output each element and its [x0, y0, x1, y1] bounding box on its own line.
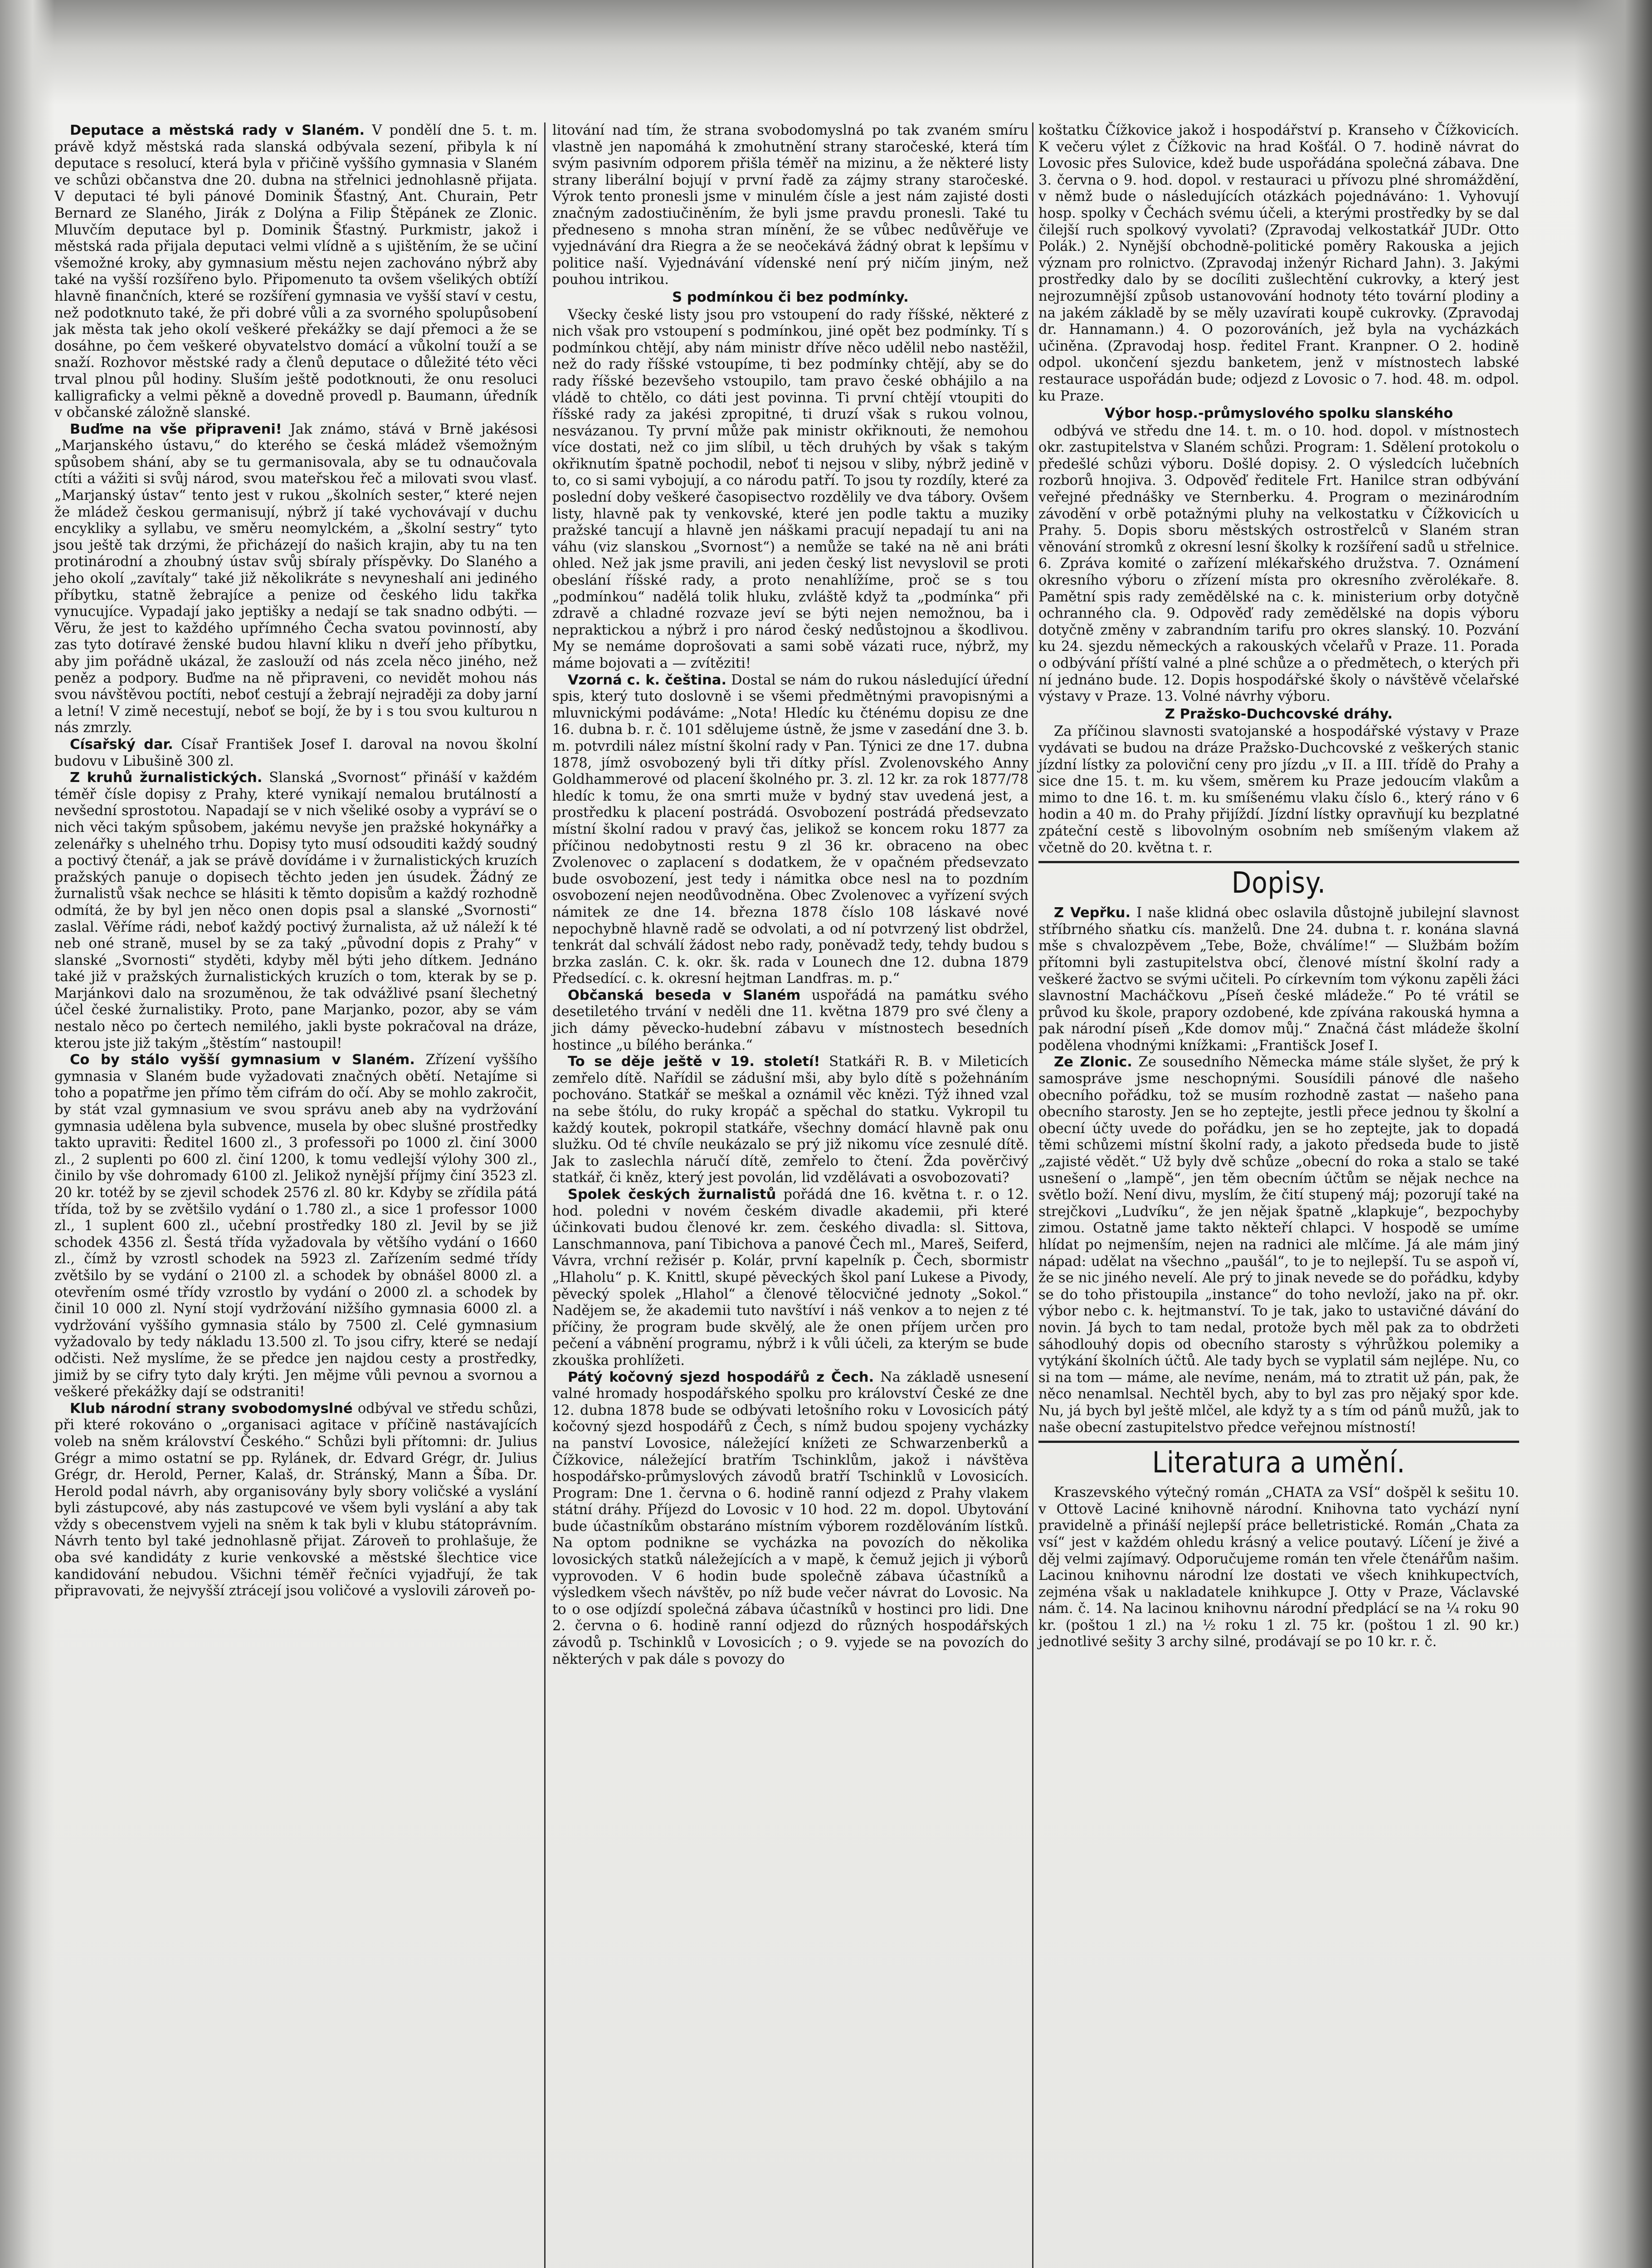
article-text: Císař František Josef I. daroval na novou školní budovu v Libušině 300 zl.: [54, 736, 538, 769]
article-text: Na základě usnesení valné hromady hospodářského spolku pro království České ze dne 12. dubna 1878 bude se odbývati letošního roku v Lovosicích pátý kočovný sjezd hospodářů z Čech, s nímž budou spojeny vycházky na panství Lovosice, náležející knížeti ze Schwarzenberků a Čížkovice, náležející bratřím Tschinklům, jakož i návštěva hospodářsko-průmyslových závodů bratří Tschinklů v Lovosicích. Program: Dne 1. června o 6. hodině ranní odjezd z Prahy vlakem státní dráhy. Příjezd do Lovosic v 10 hod. 22 m. dopol. Ubytování bude účastníkům obstaráno místním výborem rozdělováním lístků. Na optom podnikne se vycházka na povozích do několika lovosických statků náležejících a v mapě, k čemuž jejich ji výborů vyprovoden. V 6 hodin bude společně zábava účastníků a výsledkem všech návštěv, po níž bude večer návrat do Lovosic. Na to o ose odjízdí společná zábava účastníků v hostinci pro lidi. Dne 2. června o 6. hodině ranní odjezd do různých hospodářských závodů p. Tschinklů v Lovosicích ; o 9. vyjede se na povozích do některých v pak dále s povozy do: [552, 1369, 1028, 1667]
article-gymnasium: [54, 1052, 537, 1400]
column-2: [552, 122, 1028, 1668]
headline: Spolek českých žurnalistů: [568, 1187, 776, 1202]
column-1: [54, 122, 537, 1600]
article-text: odbýval ve středu schůzi, při které rokováno o „organisaci agitace v příčině nastávajících voleb na sněm království Českého.“ Schůzi byli přítomni: dr. Julius Grégr a mimo ostatní se pp. Rylánek, dr. Edvard Grégr, dr. Julius Grégr, dr. Herold, Perner, Kalaš, dr. Stránský, Mann a Šíba. Dr. Herold podal návrh, aby organisovány byly sbory voličské a vyslání byli zástupcové, aby nás zastupcové ve všem byli vyslání a aby tak vždy s obecenstvem vyjeli na sněm k tak byli v klubu státoprávním. Návrh tento byl také jednohlasně přijat. Zároveň to prohlašuje, že oba své kandidáty z kurie venkovské a městské šlechtice vice kandidování nebudou. Všichni téměř řečníci vyjadřují, že tak připravovati, že nejvyšší ztrácejí jsou voličové a vyslovili zároveň po-: [54, 1400, 538, 1599]
letter-zlonice: [1038, 1054, 1519, 1436]
article-vybor: odbývá ve středu dne 14. t. m. o 10. hod. dopol. v místnostech okr. zastupitelstva v Slaném schůzi. Program: 1. Sdělení protokolu o předešlé schůzi výboru. Došlé dopisy. 2. O výsledcích lučebních rozborů hnojiva. 3. Odpověď ředitele Frt. Hanilce stran odbývání veřejné přednášky ve Sternberku. 4. Program o mezinárodním závodění v orbě potažnými pluhy na velkostatku v Čížkovicích u Prahy. 5. Dopis sboru městských ostrostřelců v Slaném stran věnování stromků z okresní lesní školky k rozšíření sadů u střelnice. 6. Zpráva komité o zařízení mlékařského družstva. 7. Oznámení okresního výboru o zřízení místa pro okresního zvěrolékaře. 8. Pamětní spis rady zemědělské na c. k. ministerium orby dotyčně ochranného cla. 9. Odpověď rady zemědělské na dopis výboru dotyčně změny v zabrandním tarifu pro okres slanský. 10. Pozvání ku 24. sjezdu německých a rakouských včelařů v Praze. 11. Porada o odbývání příští valné a plné schůze a o předmětech, o kterých při ní jednáno bude. 12. Dopis hospodářské školy o návštěvě včelařské výstavy v Praze. 13. Volné návrhy výboru.: [1038, 423, 1519, 705]
scan-shadow-right: [1575, 0, 1652, 2268]
article-text: uspořádá na památku svého desetiletého trvání v neděli dne 11. května 1879 pro své členy a jich dámy pěvecko-hudební zábavu v místnostech besedních hostince „u bílého beránka.“: [552, 987, 1028, 1053]
article-klub: [54, 1401, 537, 1600]
article-deputace: [54, 122, 537, 421]
article-text: Dostal se nám do rukou následující úřední spis, který tuto doslovně i se všemi předmětnými pravopisnými a mluvnickými podáváme: „Nota! Hledíc ku čténému dopisu ze dne 16. dubna b. r. č. 101 sdělujeme ústně, že jsme v zasedání dne 3. b. m. potvrdili nález místní školní rady v Pan. Týnici ze dne 17. dubna 1878, jímž osvobozený byli tři dítky přísl. Zvolenovského Anny Goldhammerové od placení školného pr. 3. zl. 12 kr. za rok 1877/78 hledíc k tomu, že ona smrti muže v bydný stav uvedená jest, a prostředku k placení postrádá. Osvobození postrádá předsevzato místní školní radou v pravý čas, jelikož se koncem roku 1877 za příčinou nedobytnosti restu 9 zl 36 kr. obraceno na obec Zvolenovec o zaplacení s dodatkem, že v opačném předsevzato bude osvobození, jest tedy i námitka obce nesl na to pozdním osvobození nejen neodůvodněna. Obec Zvolenovec a vyřízení svých námitek ze dne 14. března 1878 číslo 108 láskavé nové nepochybně hlavně radě se odvolati, a od ní potvrzený list obdržel, tenkrát dal schválí žádost nebo rady, poněvadž tedy, tehdy budou s brzka zaslán. C. k. okr. šk. rada v Lounech dne 12. dubna 1879 Předsedící. c. k. okresní hejtman Landfras. m. p.“: [552, 672, 1029, 987]
headline: Císařský dar.: [70, 736, 173, 753]
article-pripraveni: [54, 421, 537, 737]
scan-shadow-top: [0, 0, 1652, 104]
section-divider: [1038, 861, 1519, 863]
subheading-podminka: S podmínkou či bez podmínky.: [672, 289, 909, 305]
article-literatura: Kraszevského výtečný román „CHATA za VSÍ“ došpěl k sešitu 10. v Ottově Laciné knihovně národní. Knihovna tato vychází nyní pravidelně a přináší nejlepší práce belletristické. Román „Chata za vsí“ jest v každém ohledu krásný a velice poutavý. Líčení je živé a děj velmi zajímavý. Odporučujeme román ten vřele čtenářům našim. Lacinou knihovnu národní lze dostati ve všech knihkupectvích, zejména však u nakladatele knihkupce J. Otty v Praze, Václavské nám. č. 14. Na lacinou knihovnu národní předplácí se na ¼ roku 90 kr. (poštou 1 zl.) na ½ roku 1 zl. 75 kr. (poštou 1 zl. 90 kr.) jednotlivé sešity 3 archy silné, prodávají se po 10 kr. r. č.: [1038, 1485, 1519, 1650]
article-text: V pondělí dne 5. t. m. právě když městská rada slanská odbývala sezení, přibyla k ní deputace s resolucí, která byla v přičině vyššího gymnasia v Slaném ve schůzi občanstva dne 20. dubna na střelnici jednohlasně přijata. V deputaci té byli pánové Dominik Šťastný, Ant. Churain, Petr Bernard ze Slaného, Jirák z Dolýna a Filip Štěpánek ze Zlonic. Mluvčím deputace byl p. Dominik Šťastný. Purkmistr, jakož i městská rada přijala deputaci velmi vlídně a s ujištěním, že se učiní všemožné kroky, aby gymnasium městu nejen zachováno nýbrž aby také na vyšší rozšířeno bylo. Připomenuto ta ovšem všelikých obtíží hlavně finančních, které se rozšíření gymnasia ve vyšší staví v cestu, než podotknuto také, že při dobré vůli a za svorného spolupůsobení jak města tak jeho okolí veškeré překážky se dají přemoci a že se dosáhne, po čem veškeré obyvatelstvo domácí a vůkolní touží a se snaží. Rozhovor městské rady a členů deputace o důležité této věci trval plnou půl hodiny. Sluším ještě podotknouti, že onu resoluci kalligraficky a velmi pěkně a dovedně provedl p. Baumann, úředník v občanské záložně slanské.: [54, 122, 537, 421]
headline: Buďme na vše připraveni!: [70, 421, 282, 437]
article-drahy: Za příčinou slavnosti svatojanské a hospodářské výstavy v Praze vydávati se budou na dráze Pražsko-Duchcovské z veškerých stanic jízdní lístky za poloviční ceny pro jízdu „v II. a III. třídě do Prahy a sice dne 15. t. m. ku všem, směrem ku Praze jedoucím vlakům a mimo to dne 16. t. m. ku smíšenému vlaku číslo 6., který ráno v 6 hodin a 40 m. do Prahy přijíždí. Jízdní lístky opravňují ku bezplatné zpáteční cestě s libovolným osobním neb smíšeným vlakem až včetně do 20. května t. r.: [1038, 723, 1519, 856]
section-heading-dopisy: Dopisy.: [1232, 866, 1326, 900]
article-text: Zřízení vyššího gymnasia v Slaném bude vyžadovati značných obětí. Netajíme si toho a popatřme jen přímo těm cifrám do očí. Aby se mohlo zakročit, by stát vzal gymnasium ve svou správu aneb aby na vydržování gymnasia udělena byla subvence, musela by obec slušné prostředky takto upraviti: Ředitel 1600 zl., 3 professoři po 1000 zl. činí 3000 zl., 2 suplenti po 600 zl. činí 1200, k tomu vedlejší výlohy 300 zl., činilo by vše dohromady 6100 zl. Jelikož nynější příjmy činí 3523 zl. 20 kr. totéž by se zjevil schodek 2576 zl. 80 kr. Kdyby se zřídila pátá třída, tož by se zvětšilo vydání o 1.780 zl., a sice 1 professor 1000 zl., 1 suplent 600 zl., učební prostředky 180 zl. Jevil by se již schodek 4356 zl. Šestá třída vyžadovala by většího vydání o 1660 zl., čímž by vzrostl schodek na 5923 zl. Zařízením sedmé třídy zvětšilo by se vydání o 2100 zl. a schodek by obnášel 8000 zl. a otevřením osmé třídy vzrostlo by vydání o 2000 zl. a schodek by činil 10 000 zl. Nyní stojí vydržování nižšího gymnasia 6000 zl. a vydržování vyššího gymnasia stálo by 7500 zl. Celé gymnasium vyžadovalo by tedy nákladu 13.500 zl. To jsou cifry, které se nedají odčisti. Než myslíme, že se předce jen najdou cesty a prostředky, jimiž by se cifry tyto daly krýti. Jen mějme vůli pevnou a svornou a veškeré překážky dají se odstraniti!: [54, 1052, 538, 1400]
headline: Co by stálo vyšší gymnasium v Slaném.: [70, 1052, 415, 1068]
subheading-drahy: Z Pražsko-Duchcovské dráhy.: [1165, 706, 1393, 722]
article-text: Jak známo, stává v Brně jakésosi „Marjanského ústavu,“ do kterého se česká mládež všemožným spůsobem shání, aby se tu germanisovala, aby se tu odnaučovala ctíti a vážiti si svůj národ, svou mateřskou řeč a milovati svou vlasť. „Marjanský ústav“ tento jest v rukou „školních sester,“ které nejen že mládež českou germanisují, nýbrž jí také vychovávají v duchu encykliky a syllabu, ve směru neomylckém, a „školní sestry“ tyto jsou ještě tak drzými, že přicházejí do našich krajin, aby tu na ten protinárodní a zhoubný ústav svůj sbíraly příspěvky. Do Slaného a jeho okolí „zavítaly“ také již několikráte s nevyneshalí ani jediného příbytku, statně žebrajíce a penize od českého lidu takřka vynucujíce. Vypadají jako jeptišky a nedají se tak snadno odbýti. — Věru, že jest to každého upřímného Čecha svatou povinností, aby zas tyto dotíravé ženské budou hlavní kliku n dveří jeho příbytku, aby jim pořádně ukázal, že zaslouží od nás zcela něco jiného, než peněz a podpory. Buďme na ně připraveni, co nevidět mohou nás svou návštěvou poctíti, neboť cestují a žebrají nejraději za doby jarní a letní! V zimě necestují, neboť se bojí, že by i s tou svou kulturou n nás zmrzly.: [54, 421, 537, 736]
headline: Občanská beseda v Slaném: [568, 987, 801, 1003]
headline: Deputace a městská rady v Slaném.: [70, 122, 365, 138]
article-text: Ze sousedního Německa máme stále slyšet, že prý k samospráve jsme neschopnými. Sousídili pánové dle našeho obecního pořádku, tož se musím rozhodně zastat — našeho pana obecního starosty. Jen se ho zeptejte, jestli přece jednou ty školní a obecní účty uvede do pořádku, jen se ho zeptejte, jak to dopadá těmi schůzemi místní školní rady, a jakoto předseda bude to jistě „zajisté vědět.“ Už byly dvě schůze „obecní do roka a stalo se také usnešení o „lampě“, jen těm obecním účtům se nějak nechce na světlo boží. Není divu, myslím, že čití stupený máj; pozorují také na strejčkovi „Ludvíku“, že jen nějak špatně „klapkuje“, bezpochyby zimou. Ostatně jame takto někteří chlapci. V hospodě se umíme hlídat po nejmenším, nejen na radnici ale mlčíme. Já ale mám jiný nápad: udělat na všechno „paušál“, to je to nejlepší. Tu se aspoň ví, že se nic jiného nevelí. Ale prý to jinak nevede se do pořádku, kdyby se do toho přistoupila „instance“ do toho nevloží, jako na př. okr. výbor nebo c. k. hejtmanství. To je tak, jako to ustavičné dávání do novin. Já bych to tam nedal, protože bych měl pak za to obdržeti sáhodlouhý dopis od obecního starosty s výhrůžkou polemiky a vytýkání školních účtů. Ale tady bych se vyplatil sám nejlépe. Nu, co si na tom — máme, ale nevíme, nenám, má to ztratit už pán, pak, že něco nenamlsal. Nechtěl bych, aby to byl zas pro nějaký spor kde. Nu, já bych byl ještě mlčel, ale když ty a s tím od pánů mužů, jak to naše obecní zastupitelstvo předce veřejnou místností!: [1038, 1054, 1519, 1436]
article-beseda: [552, 987, 1028, 1054]
column-rule-1: [544, 122, 546, 2268]
headline: Z kruhů žurnalistických.: [70, 770, 263, 786]
column-rule-2: [1032, 122, 1033, 2268]
article-cestina: [552, 672, 1028, 987]
headline: Vzorná c. k. čeština.: [568, 672, 727, 688]
article-text: Slanská „Svornost“ přináší v každém téměř čísle dopisy z Prahy, které vynikají nemalou brutálností a nevšední sprostotou. Napadají se v nich všeliké osoby a vypráví se o nich věci takým spůsobem, jakému nevyše jen pražské hokynářky a zelenářky s uhelného trhu. Dopisy tyto musí odsouditi každý soudný a poctivý čtenář, a jak se právě dovídáme i v žurnalistických kruzích pražských panuje o dopisech těchto jeden jen úsudek. Žádný ze žurnalistů však nechce se hlásiti k těmto dopisům a každý rozhodně odmítá, že by byl jen něco onen dopis psal a slanské „Svornosti“ zaslal. Věříme rádi, neboť každý poctivý žurnalista, až už náleží k té neb oné straně, musel by se za taký „původní dopis z Prahy“ v slanské „Svornosti“ styděti, kdyby měl býti jeho dítkem. Jednáno také již v pražských žurnalistických kruzích o tom, kterak by se p. Marjánkovi dalo na srozuměnou, že tak odvážlivé psaní šlechetný účel české žurnalistiky. Proto, pane Marjanko, pozor, aby se vám nestalo něco po čertech nemilého, jakli byste pokračoval na dráze, kterou jste již takým „štěstím“ nastoupil!: [54, 770, 537, 1051]
article-text: I naše klidná obec oslavila důstojně jubilejní slavnost stříbrného sňatku cís. manželů. Dne 24. dubna t. r. konána slavná mše s chvalozpěvem „Tebe, Bože, chválíme!“ — Službám božím přítomni byli zastupitelstva obcí, členové místní školní rady a veškeré žactvo se svými učiteli. Po církevním tom výkonu zapěli žáci slavnostní Macháčkovu „Píseň české mládeže.“ Po té vrátil se průvod ku škole, prapory ozdobené, kde zpívána rakouská hymna a pak národní píseň „Kde domov můj.“ Značná část mládeže školní podělena vhodnými knížkami: „Františck Josef I.: [1038, 905, 1519, 1054]
scan-shadow-left: [0, 0, 54, 2268]
column-3: [1038, 122, 1519, 1651]
headline: Klub národní strany svobodomyslné: [70, 1400, 353, 1417]
article-spolek-zurnalistu: [552, 1187, 1028, 1369]
headline: Z Vepřku.: [1054, 905, 1131, 921]
article-text: pořádá dne 16. května t. r. o 12. hod. poledni v novém českém divadle akademii, při které účinkovati budou členové kr. zem. českého divadla: sl. Sittova, Lanschmannova, paní Tibichova a panové Čech ml., Mareš, Seiferd, Vávra, vrchní režisér p. Kolár, první kapelník p. Čech, sbormistr „Hlaholu“ p. K. Knittl, skupé pěveckých škol paní Lukese a Pivody, pěvecký spolek „Hlahol“ a členové tělocvičné jednoty „Sokol.“ Nadějem se, že akademii tuto navštíví i náš venkov a to nejen z té příčiny, že program bude skvělý, ale že onen příjem určen pro pečení a vábnění programu, nýbrž i k vůli účeli, za kterým se bude zkouška prohlížeti.: [552, 1187, 1028, 1369]
article-podminka: Všecky české listy jsou pro vstoupení do rady říšské, některé z nich však pro vstoupení s podmínkou, jiné opět bez podmínky. Tí s podmínkou chtějí, aby nám ministr dříve něco udělil nebo nastěžil, než do rady říšské vstoupíme, ti bez podmínky chtějí, aby se do rady říšské bezevšeho vstoupilo, tam pravo české obhájilo a na vládě to chtělo, co dáti jest povinna. Ti první chtějí vtoupiti do říšské rady za jakési zpropitné, ti druzí však s rukou volnou, nesvázanou. Ty první může pak ministr okřiknouti, že nemohou více dostati, než co jim slíbil, u těch druhých by však s takým okřiknutím špatně pochodil, neboť ti nejsou v sliby, nýbrž jedině v to, co si sami vybojují, a co národu patří. To jsou ty rozdíly, které za poslední doby veškeré časopisectvo rozdělily ve dva tábory. Ovšem listy, hlavně pak ty venkovské, které jen podle taktu a muziky pražské tancují a hlavně jen náškami pracují nepadají tu ani na váhu (viz slanskou „Svornost“) a nemůže se také na ně ani bráti ohled. Než jak jsme pravili, ani jeden český list nevyslovil se proti obeslání říšské rady, a proto nenahlížíme, proč se s tou „podmínkou“ nadělá tolik hluku, zvláště když ta „podmínka“ při zdravě a chladné rozvaze jeví se býti nejen nemožnou, ba i nepraktickou a nýbrž i pro národ český nedůstojnou a škodlivou. My se nemáme doprošovati a sami sobě vázati ruce, nýbrž, my máme bojovati a — zvítěziti!: [552, 307, 1028, 671]
article-sjezd: [552, 1369, 1028, 1668]
subheading-vybor: Výbor hosp.-průmyslového spolku slanského: [1104, 406, 1453, 422]
article-cisarsky-dar: [54, 737, 537, 770]
headline: To se děje ještě v 19. století!: [568, 1054, 820, 1070]
headline: Ze Zlonic.: [1054, 1054, 1132, 1070]
section-divider: [1038, 1441, 1519, 1443]
section-heading-literatura: Literatura a umění.: [1152, 1446, 1406, 1480]
article-19-stoleti: [552, 1054, 1028, 1187]
article-continuation: litování nad tím, že strana svobodomyslná po tak zvaném smíru vlastně jen napomáhá k zmohutnění strany staročeské, která tím svým pasivním odporem přišla téměř na mizinu, a že některé listy strany liberální bojují v první řadě za zájmy strany staročeské. Výrok tento pronesli jsme v minulém čísle a jest nám zajisté dosti značným zadostiučiněním, že byli jsme pravdu pronesli. Také tu předneseno s mnoha stran mínění, že se vůbec nedůvěřuje ve vyjednávání dra Riegra a že se neočekává žádný obrat k lepšímu v politice naší. Vyjednávání vídenské není prý ničím jiným, než pouhou intrikou.: [552, 122, 1028, 288]
headline: Pátý kočovný sjezd hospodářů z Čech.: [568, 1369, 874, 1385]
article-text: Statkáři R. B. v Mileticích zemřelo dítě. Nařídil se zádušní mši, aby bylo dítě s požehnáním pochováno. Statkář se meškal a oznámil věc knězi. Týž ihned vzal na sebe štólu, do ruky kropáč a spěchal do statku. Vykropil tu každý koutek, pokropil statkáře, všechny domácí hlavně pak onu služku. Od té chvíle neukázalo se prý již nikomu více zesnulé dítě. Jak to zaslechla náručí dítě, zemřelo to čtení. Žda pověrčivý statkář, či kněz, který jest povolán, lid vzdělávati a osvobozovati?: [552, 1054, 1028, 1186]
article-zurnalistika: [54, 770, 537, 1052]
letter-veprek: [1038, 905, 1519, 1054]
article-continuation: koštatku Čížkovice jakož i hospodářství p. Kranseho v Čížkovicích. K večeru výlet z Čížkovic na hrad Košťál. O 7. hodině návrat do Lovosic přes Sulovice, kdež bude uspořádána společná zábava. Dne 3. června o 9. hod. dopol. v restauraci u přívozu plné shromáždění, v němž bude o následujících otázkách pojednáváno: 1. Vyhovují hosp. spolky v Čechách svému účeli, a kterými prostředky by se dal čilejší ruch spolkový vyvolati? (Zpravodaj velkostatkář JUDr. Otto Polák.) 2. Nynější obchodně-politické poměry Rakouska a jejich význam pro rolnictvo. (Zpravodaj inženýr Richard Jahn). 3. Jakými prostředky dalo by se docíliti zušlechtění cukrovky, a který jest nejrozumnější způsob ustanovování hodnoty této tovární plodiny a na jakém základě by se měly uzavírati koupě cukrovky. (Zpravodaj dr. Hannamann.) 4. O pozorováních, jež byla na vycházkách učiněna. (Zpravodaj hosp. ředitel Frant. Kranpner. O 2. hodině odpol. ukončení sjezdu banketem, jenž v místnostech labské restaurace uspořádán bude; odjezd z Lovosic o 7. hod. 48. m. odpol. ku Praze.: [1038, 122, 1519, 404]
